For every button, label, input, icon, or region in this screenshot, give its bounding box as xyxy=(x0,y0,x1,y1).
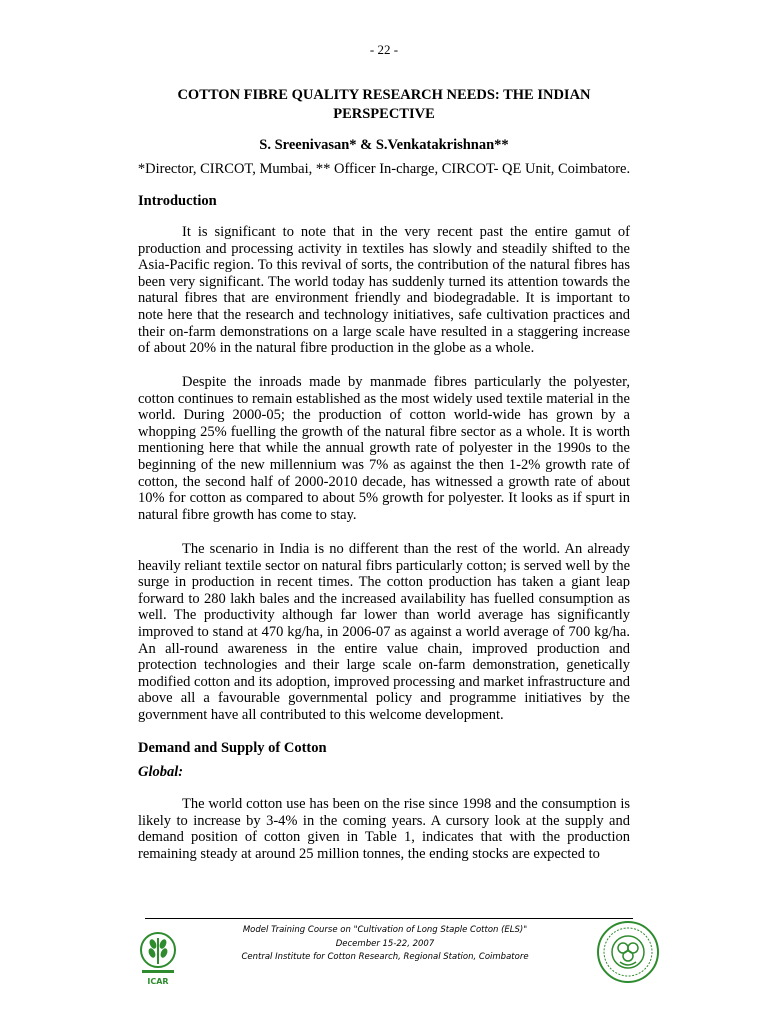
footer-date-line: December 15-22, 2007 xyxy=(335,938,435,949)
footer-text xyxy=(170,924,600,965)
subheading-global: Global: xyxy=(138,764,184,780)
icar-logo-text: ICAR xyxy=(147,977,169,986)
intro-paragraph-2: Despite the inroads made by manmade fibres particularly the polyester, cotton continues to remain established as the most widely used textile material in the world. During 2000-05; the production of cotton world-wide has grown by a whopping 25% fuelling the growth of the natural fibre sector as a whole. It is worth mentioning here that while the annual growth rate of polyester in the 1990s to the beginning of the new millennium was 7% as against the then 1-2% growth rate of cotton, the second half of 2000-2010 decade, has witnessed a growth rate of about 10% for cotton as compared to about 5% growth for polyester. It looks as if spurt in natural fibre growth has come to stay. xyxy=(138,374,630,523)
section-heading-introduction: Introduction xyxy=(138,193,217,209)
affiliation: *Director, CIRCOT, Mumbai, ** Officer In-charge, CIRCOT- QE Unit, Coimbatore. xyxy=(137,161,631,177)
circot-seal-logo xyxy=(596,920,660,984)
paper-title: COTTON FIBRE QUALITY RESEARCH NEEDS: THE INDIAN PERSPECTIVE xyxy=(177,87,591,122)
section-heading-demand-supply: Demand and Supply of Cotton xyxy=(138,740,327,756)
authors: S. Sreenivasan* & S.Venkatakrishnan** xyxy=(259,137,509,153)
footer-divider xyxy=(145,918,633,919)
page-number: - 22 - xyxy=(369,42,399,57)
wheat-emblem-icon xyxy=(136,930,180,986)
footer-course-line: Model Training Course on "Cultivation of Long Staple Cotton (ELS)" xyxy=(242,925,528,935)
intro-paragraph-1: It is significant to note that in the very recent past the entire gamut of production and processing activity in textiles has slowly and steadily shifted to the Asia-Pacific region. To this revival of sorts, the contribution of the natural fibres has been very significant. The world today has suddenly turned its attention towards the natural fibres that are environment friendly and biodegradable. It is important to note here that the research and technology initiatives, safe cultivation practices and their on-farm demonstrations on a large scale have resulted in a staggering increase of about 20% in the natural fibre production in the globe as a whole. xyxy=(138,224,630,357)
demand-paragraph-1: The world cotton use has been on the rise since 1998 and the consumption is likely to increase by 3-4% in the coming years. A cursory look at the supply and demand position of cotton given in Table 1, indicates that with the production remaining steady at around 25 million tonnes, the ending stocks are expected to xyxy=(138,796,630,862)
footer-institute-line: Central Institute for Cotton Research, Regional Station, Coimbatore xyxy=(241,952,529,962)
intro-paragraph-3: The scenario in India is no different than the rest of the world. An already heavily reliant textile sector on natural fibrs particularly cotton; is served well by the surge in production in recent times. The cotton production has taken a giant leap forward to 280 lakh bales and the increased availability has fuelled consumption as well. The productivity although far lower than world average has significantly improved to stand at 470 kg/ha, in 2006-07 as against a world average of 700 kg/ha. An all-round awareness in the entire value chain, improved production and protection technologies and their large scale on-farm demonstration, genetically modified cotton and its adoption, improved processing and market infrastructure and above all a favourable governmental policy and programme initiatives by the government have all contributed to this welcome development. xyxy=(138,541,630,723)
cotton-seal-icon xyxy=(596,920,660,984)
icar-logo xyxy=(136,930,180,986)
